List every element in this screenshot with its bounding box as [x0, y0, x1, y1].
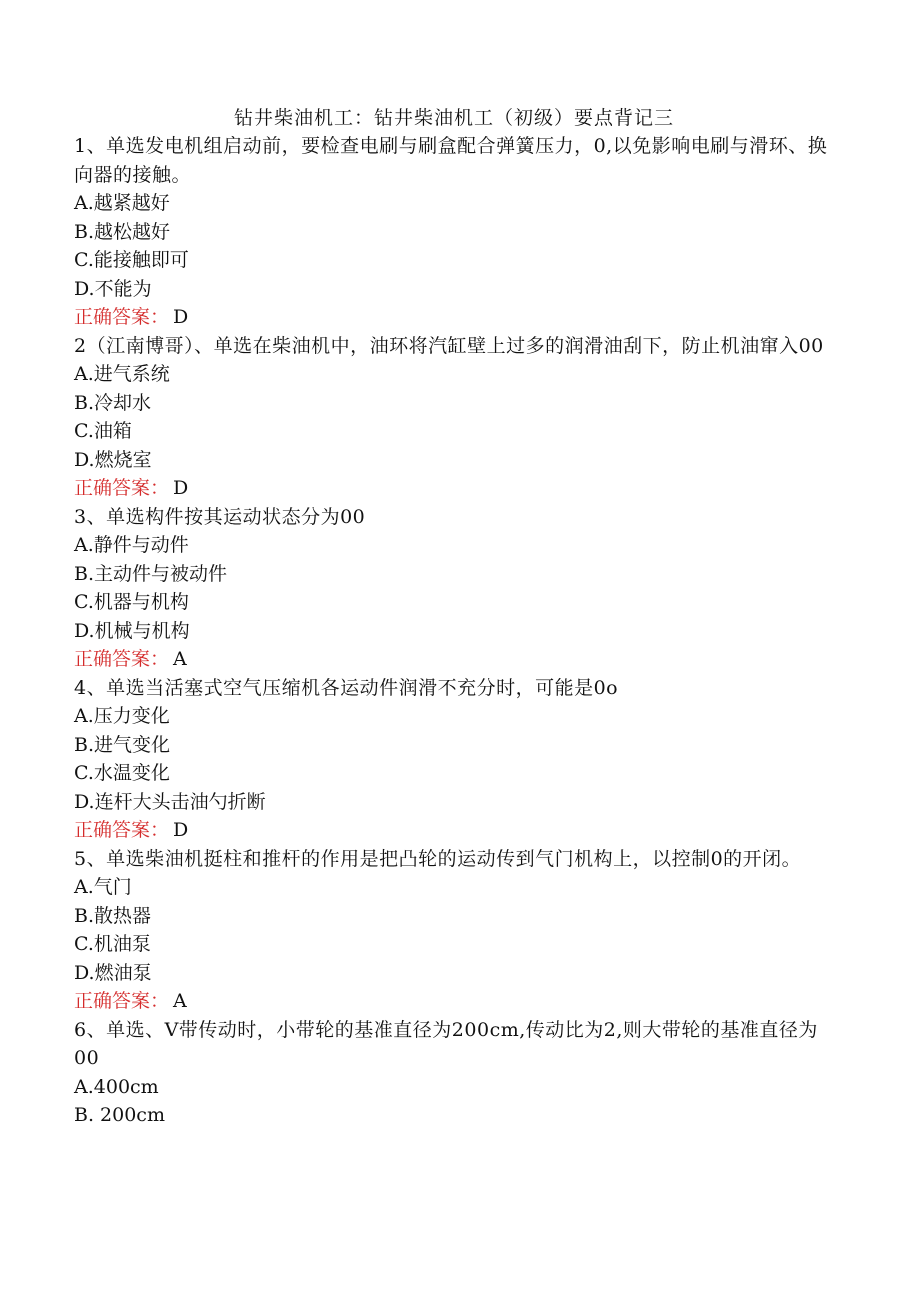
- option-c: C.水温变化: [74, 762, 170, 784]
- question-text: 4、单选当活塞式空气压缩机各运动件润滑不充分时，可能是0o: [74, 676, 619, 699]
- answer-value: D: [173, 477, 189, 499]
- option-b: B.进气变化: [74, 733, 171, 756]
- option-b: B. 200cm: [74, 1104, 165, 1126]
- option-c: C.油箱: [74, 420, 132, 442]
- option-c: C.机油泵: [74, 933, 151, 955]
- option-d: D.连杆大头击油勺折断: [74, 790, 266, 813]
- question-text: 3、单选构件按其运动状态分为00: [74, 505, 366, 528]
- answer-label: 正确答案：: [74, 648, 170, 670]
- question-5: [74, 845, 834, 1016]
- answer-label: 正确答案：: [74, 477, 170, 499]
- option-b: B.越松越好: [74, 220, 171, 243]
- option-d: D.不能为: [74, 277, 152, 300]
- question-6: [74, 1016, 834, 1130]
- question-4: [74, 674, 834, 845]
- option-c: C.能接触即可: [74, 249, 189, 271]
- option-c: C.机器与机构: [74, 591, 189, 613]
- answer-value: D: [173, 306, 189, 328]
- answer-line: [74, 645, 834, 674]
- option-d: D.机械与机构: [74, 619, 190, 642]
- question-text: 6、单选、V带传动时，小带轮的基准直径为200cm,传动比为2,则大带轮的基准直径为00: [74, 1018, 818, 1069]
- document-title: 钻井柴油机工：钻井柴油机工（初级）要点背记三: [233, 107, 674, 129]
- answer-value: D: [173, 819, 189, 841]
- document-page: [74, 104, 834, 1130]
- option-a: A.400cm: [74, 1075, 159, 1098]
- answer-value: A: [173, 990, 187, 1012]
- answer-line: [74, 303, 834, 332]
- answer-line: [74, 474, 834, 503]
- question-3: [74, 503, 834, 674]
- option-a: A.进气系统: [74, 363, 170, 385]
- option-a: A.气门: [74, 876, 132, 898]
- option-a: A.静件与动件: [74, 534, 189, 556]
- question-text: 2（江南博哥）、单选在柴油机中，油环将汽缸壁上过多的润滑油刮下，防止机油窜入00: [74, 334, 824, 357]
- option-a: A.压力变化: [74, 705, 170, 727]
- option-d: D.燃烧室: [74, 448, 152, 471]
- answer-label: 正确答案：: [74, 819, 170, 841]
- option-b: B.主动件与被动件: [74, 562, 228, 585]
- question-2: [74, 332, 834, 503]
- answer-line: [74, 987, 834, 1016]
- question-text: 5、单选柴油机挺柱和推杆的作用是把凸轮的运动传到气门机构上，以控制0的开闭。: [74, 847, 802, 870]
- option-b: B.冷却水: [74, 391, 152, 414]
- option-b: B.散热器: [74, 904, 152, 927]
- option-a: A.越紧越好: [74, 192, 170, 214]
- answer-value: A: [173, 648, 187, 670]
- answer-line: [74, 816, 834, 845]
- answer-label: 正确答案：: [74, 306, 170, 328]
- answer-label: 正确答案：: [74, 990, 170, 1012]
- question-text: 1、单选发电机组启动前，要检查电刷与刷盒配合弹簧压力，0,以免影响电刷与滑环、换向器的接触。: [74, 135, 828, 186]
- question-1: [74, 132, 834, 332]
- option-d: D.燃油泵: [74, 961, 152, 984]
